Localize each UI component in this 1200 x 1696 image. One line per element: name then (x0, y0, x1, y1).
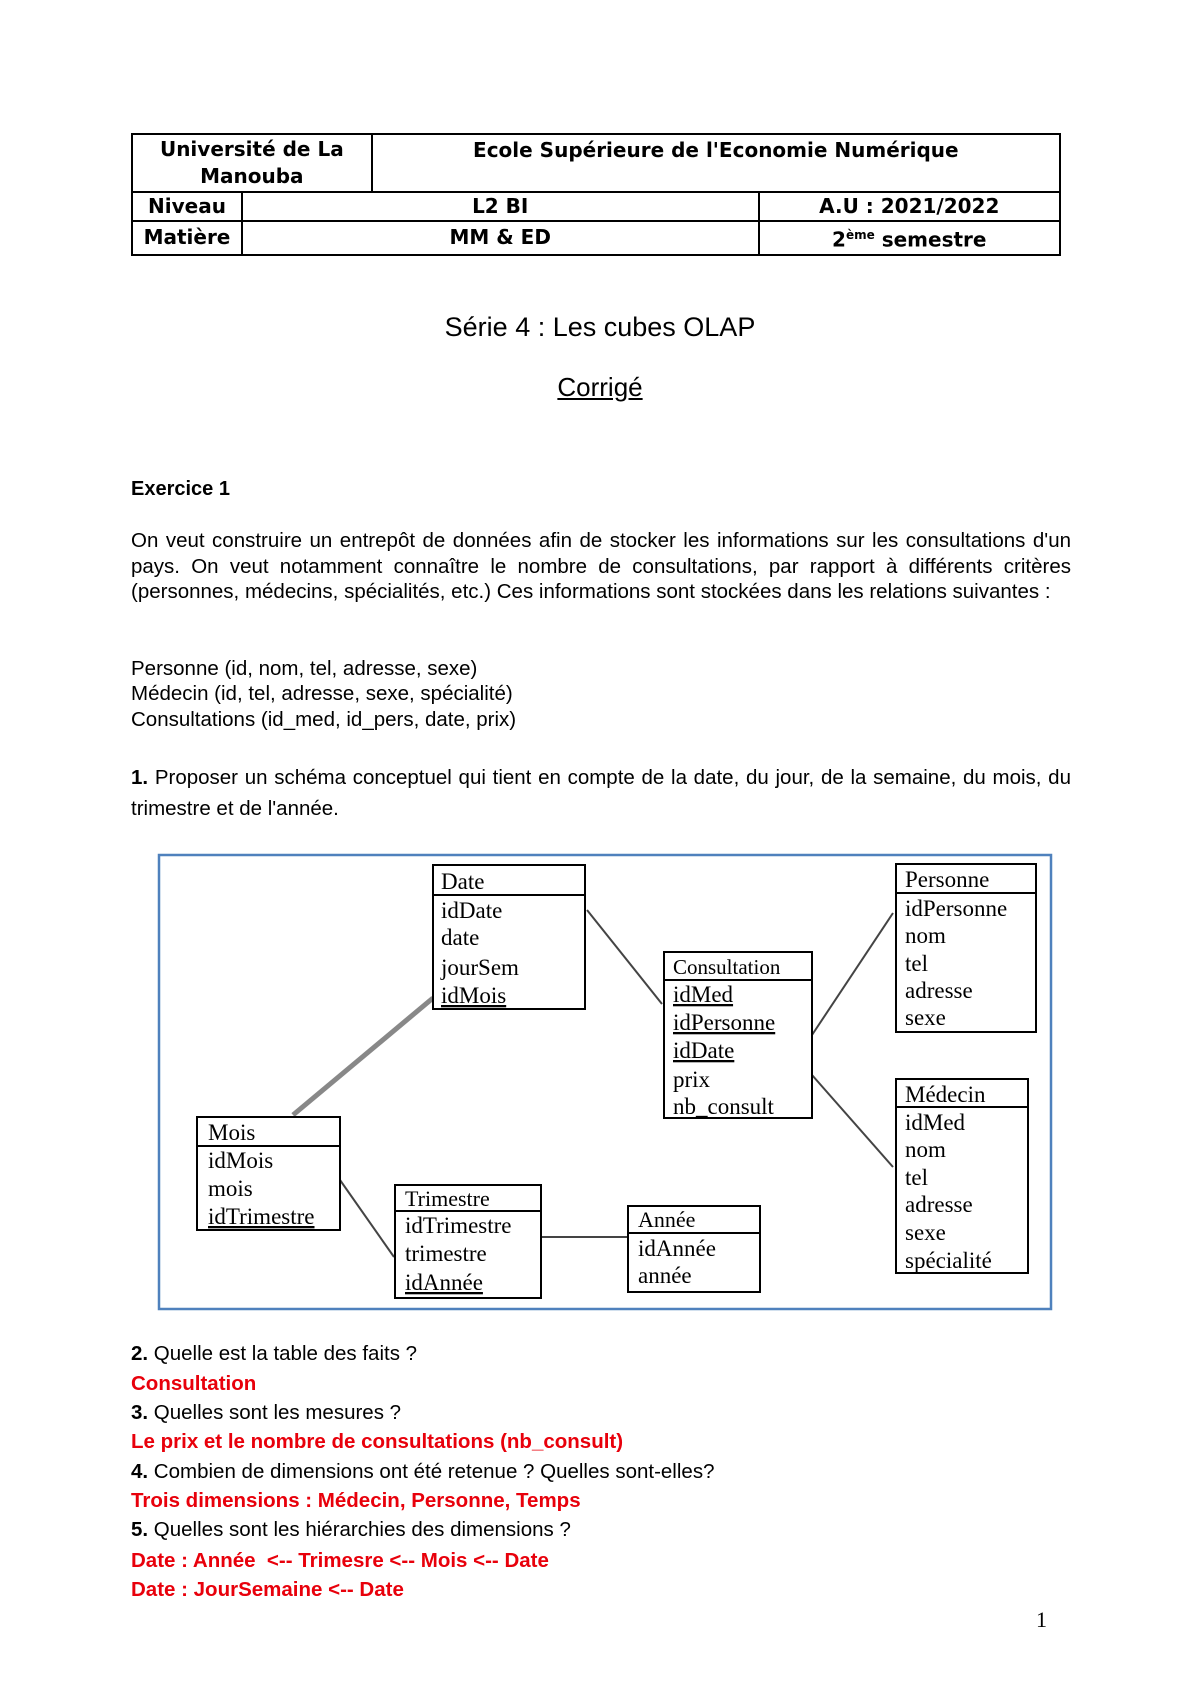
consultation-field: nb_consult (673, 1094, 774, 1119)
question-5 (131, 1518, 1071, 1542)
annee-field: année (638, 1263, 692, 1288)
consultation-fk: idDate (673, 1038, 735, 1063)
question-2-number: 2. (131, 1342, 149, 1365)
niveau-label: Niveau (132, 192, 242, 221)
question-4-text: Combien de dimensions ont été retenue ? Quelles sont-elles? (148, 1460, 715, 1483)
medecin-field: spécialité (905, 1248, 992, 1273)
answer-4: Trois dimensions : Médecin, Personne, Temps (131, 1489, 581, 1512)
question-2-text: Quelle est la table des faits ? (148, 1342, 418, 1365)
page-number: 1 (1036, 1607, 1047, 1632)
trimestre-title: Trimestre (405, 1186, 490, 1211)
annee-title: Année (638, 1207, 696, 1232)
question-5-number: 5. (131, 1518, 149, 1541)
matiere-label: Matière (132, 221, 242, 255)
mois-field: idMois (208, 1148, 274, 1173)
link-mois-trimestre (340, 1180, 394, 1257)
medecin-field: nom (905, 1137, 946, 1162)
entity-medecin (896, 1079, 1028, 1273)
consultation-fk: idMed (673, 982, 734, 1007)
answer-5-line-1: Date : Année <-- Trimesre <-- Mois <-- Date (131, 1549, 549, 1572)
semester-word: semestre (874, 227, 987, 252)
semester-number: 2 (832, 227, 846, 252)
personne-field: adresse (905, 978, 973, 1003)
date-title: Date (441, 869, 485, 894)
entity-consultation (664, 952, 812, 1119)
medecin-title: Médecin (905, 1082, 986, 1107)
entity-personne (896, 864, 1036, 1032)
answer-3: Le prix et le nombre de consultations (nb_consult) (131, 1430, 624, 1453)
page-subtitle: Corrigé (557, 372, 643, 402)
school-cell: Ecole Supérieure de l'Economie Numérique (372, 134, 1060, 192)
university-cell: Université de La Manouba (132, 134, 372, 192)
question-3-text: Quelles sont les mesures ? (148, 1401, 402, 1424)
mois-field: mois (208, 1176, 253, 1201)
question-5-text: Quelles sont les hiérarchies des dimensions ? (148, 1518, 571, 1541)
date-field: date (441, 925, 480, 950)
link-consultation-medecin (812, 1075, 893, 1167)
personne-field: tel (905, 951, 928, 976)
matiere-value: MM & ED (242, 221, 759, 255)
entity-mois (197, 1117, 340, 1230)
semester-sup: ème (845, 228, 875, 242)
relation-medecin: Médecin (id, tel, adresse, sexe, spécialité) (131, 682, 513, 705)
entity-date (433, 865, 585, 1009)
page-title: Série 4 : Les cubes OLAP (444, 312, 756, 342)
personne-field: sexe (905, 1005, 946, 1030)
answer-2: Consultation (131, 1372, 257, 1395)
niveau-value: L2 BI (242, 192, 759, 221)
question-3 (131, 1401, 1071, 1425)
answer-5-line-2: Date : JourSemaine <-- Date (131, 1578, 404, 1601)
trimestre-field: idTrimestre (405, 1213, 512, 1238)
question-3-number: 3. (131, 1401, 149, 1424)
medecin-field: sexe (905, 1220, 946, 1245)
date-fk: idMois (441, 983, 507, 1008)
medecin-field: idMed (905, 1110, 966, 1135)
personne-field: nom (905, 923, 946, 948)
intro-text: On veut construire un entrepôt de données afin de stocker les informations sur les consultations d'un pays. On veut notamment connaître le nombre de consultations, par rapport à différents critères (personnes, médecins, spécialités, etc.) Ces informations sont stockées dans les relations suivantes : (131, 529, 1071, 603)
question-1-text: Proposer un schéma conceptuel qui tient en compte de la date, du jour, de la semaine, du mois, du trimestre et de l'année. (131, 766, 1071, 820)
entity-annee (628, 1206, 760, 1292)
consultation-fk: idPersonne (673, 1010, 776, 1035)
date-field: idDate (441, 898, 503, 923)
question-1-number: 1. (131, 766, 149, 789)
consultation-title: Consultation (673, 955, 781, 979)
mois-fk: idTrimestre (208, 1204, 315, 1229)
trimestre-field: trimestre (405, 1241, 487, 1266)
personne-title: Personne (905, 867, 990, 892)
link-consultation-personne (812, 913, 893, 1035)
academic-year: A.U : 2021/2022 (759, 192, 1061, 221)
relation-personne: Personne (id, nom, tel, adresse, sexe) (131, 657, 478, 680)
link-date-mois (293, 998, 433, 1115)
trimestre-fk: idAnnée (405, 1270, 483, 1295)
exercise-title: Exercice 1 (131, 478, 230, 500)
consultation-field: prix (673, 1067, 711, 1092)
entity-trimestre (395, 1185, 541, 1298)
medecin-field: adresse (905, 1192, 973, 1217)
date-field: jourSem (441, 955, 519, 980)
mois-title: Mois (208, 1120, 256, 1145)
personne-field: idPersonne (905, 896, 1008, 921)
question-4 (131, 1460, 1071, 1484)
link-date-consultation (587, 910, 662, 1004)
annee-field: idAnnée (638, 1236, 716, 1261)
medecin-field: tel (905, 1165, 928, 1190)
relation-consultations: Consultations (id_med, id_pers, date, prix) (131, 708, 517, 731)
question-4-number: 4. (131, 1460, 149, 1483)
question-2 (131, 1342, 1071, 1366)
